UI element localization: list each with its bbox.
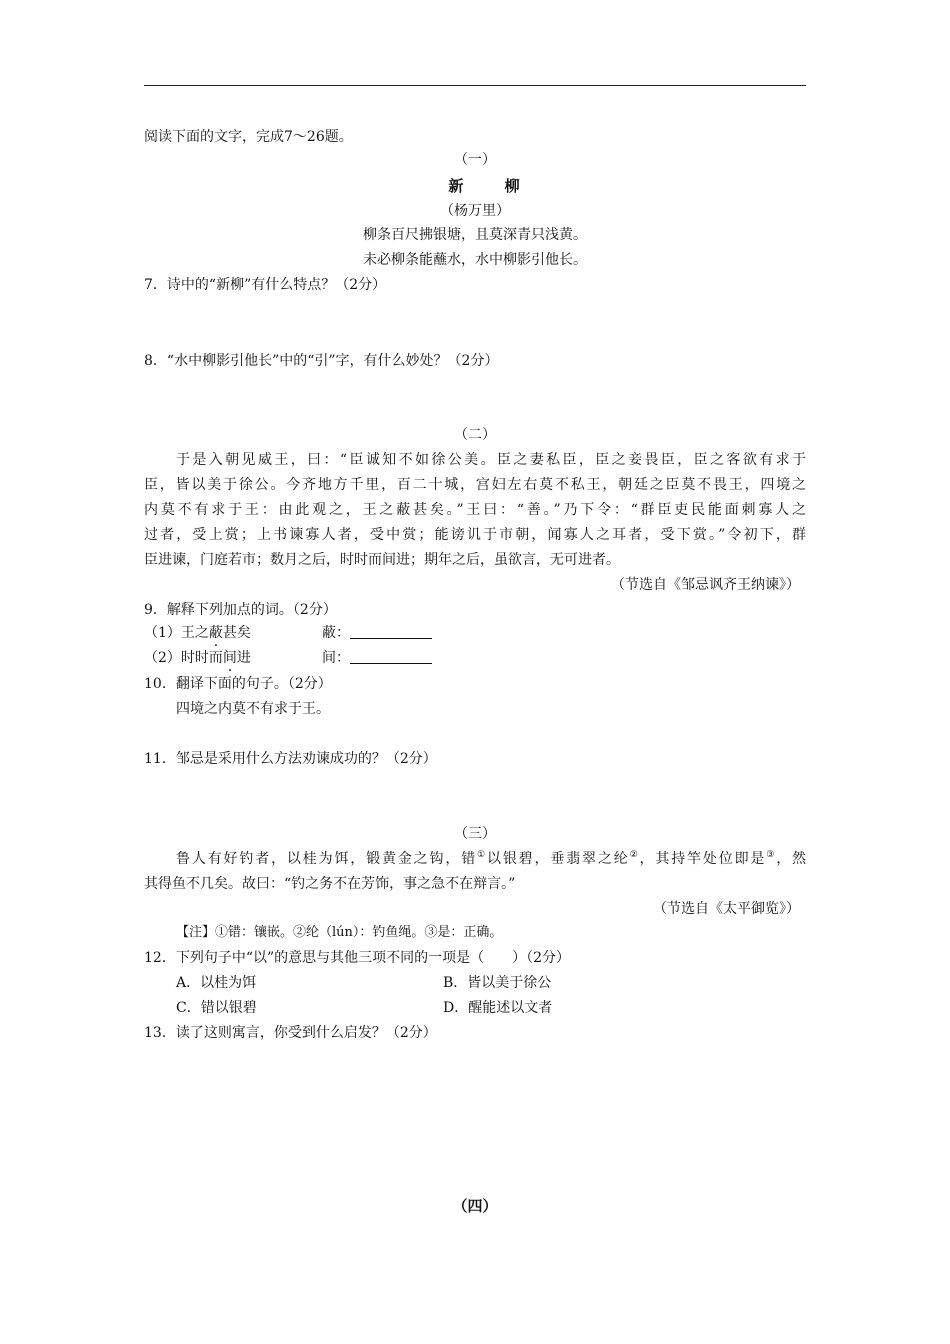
passage-2-line-2: 臣，皆以美于徐公。今齐地方千里，百二十城，宫妇左右莫不私王，朝廷之臣莫不畏王，四境之 xyxy=(144,477,806,493)
q9-1-key: 蔽： xyxy=(322,625,350,641)
section-2-label: （二） xyxy=(454,427,496,443)
passage-3-part-c: ，其持竿处位即是 xyxy=(639,851,767,867)
question-10-sentence: 四境之内莫不有求于王。 xyxy=(176,701,330,717)
header-rule xyxy=(144,85,806,86)
q9-2-answer-blank[interactable] xyxy=(350,649,432,664)
section-4-label: （四） xyxy=(452,1197,498,1215)
q9-1-pre: （1）王之 xyxy=(144,625,209,641)
passage-3-note: 【注】①错：镶嵌。②纶（lún）：钓鱼绳。③是：正确。 xyxy=(176,925,503,940)
question-9-item-2 xyxy=(144,648,251,668)
q9-2-pre: （2）时时而 xyxy=(144,650,223,666)
option-b[interactable]: B．皆以美于徐公 xyxy=(443,975,552,991)
note-mark-1: ① xyxy=(477,850,487,860)
q9-1-dotted-word: 蔽 xyxy=(208,625,223,641)
question-13: 13．读了这则寓言，你受到什么启发？（2分） xyxy=(144,1025,437,1041)
question-11: 11．邹忌是采用什么方法劝谏成功的？（2分） xyxy=(144,751,437,767)
passage-3-part-a: 鲁人有好钓者，以桂为饵，锻黄金之钩，错 xyxy=(176,851,478,867)
q9-2-key: 间： xyxy=(322,650,350,666)
passage-3-part-d: ，然 xyxy=(776,851,807,867)
passage-3-part-b: 以银碧，垂翡翠之纶 xyxy=(486,851,630,867)
option-d[interactable]: D．醒能述以文者 xyxy=(443,1000,553,1016)
section-3-label: （三） xyxy=(454,826,496,842)
question-7: 7．诗中的“新柳”有什么特点？（2分） xyxy=(144,277,387,293)
poem-title: 新 柳 xyxy=(448,177,538,195)
passage-2-source: （节选自《邹忌讽齐王纳谏》） xyxy=(611,577,800,593)
passage-3-line-1 xyxy=(176,849,806,869)
poem-author: （杨万里） xyxy=(440,203,510,219)
q9-1-answer-blank[interactable] xyxy=(350,624,432,639)
passage-2-line-3: 内莫不有求于王：由此观之，王之蔽甚矣。”王曰：“善。”乃下令：“群臣吏民能面刺寡人之 xyxy=(144,502,806,518)
option-c[interactable]: C．错以银碧 xyxy=(176,1000,257,1016)
q9-2-dotted-word: 间 xyxy=(222,650,237,666)
note-mark-2: ② xyxy=(629,850,640,860)
passage-2-line-5: 臣进谏，门庭若市；数月之后，时时而间进；期年之后，虽欲言，无可进者。 xyxy=(144,552,620,568)
option-a[interactable]: A．以桂为饵 xyxy=(176,975,257,991)
passage-2-line-4: 过者，受上赏；上书谏寡人者，受中赏；能谤讥于市朝，闻寡人之耳者，受下赏。”令初下，群 xyxy=(144,527,806,543)
q9-2-post: 进 xyxy=(236,650,251,666)
poem-line-1: 柳条百尺拂银塘，且莫深青只浅黄。 xyxy=(363,227,587,243)
intro-text: 阅读下面的文字，完成7～26题。 xyxy=(144,129,353,145)
note-mark-3: ③ xyxy=(766,850,777,860)
passage-2-line-1: 于是入朝见威王，曰：“臣诚知不如徐公美。臣之妻私臣，臣之妾畏臣，臣之客欲有求于 xyxy=(176,452,806,468)
section-1-label: （一） xyxy=(454,152,496,168)
q9-1-post: 甚矣 xyxy=(222,625,251,641)
question-12: 12．下列句子中“以”的意思与其他三项不同的一项是（ ）（2分） xyxy=(144,950,571,966)
question-9: 9．解释下列加点的词。（2分） xyxy=(144,602,337,618)
question-10: 10．翻译下面的句子。（2分） xyxy=(144,676,332,692)
passage-3-line-2: 其得鱼不几矣。故曰：“钓之务不在芳饰，事之急不在辩言。” xyxy=(144,876,516,892)
question-9-item-1 xyxy=(144,623,251,643)
poem-line-2: 未必柳条能蘸水，水中柳影引他长。 xyxy=(363,252,587,268)
q9-2-answer xyxy=(322,648,432,668)
passage-3-source: （节选自《太平御览》） xyxy=(653,901,800,917)
q9-1-answer xyxy=(322,623,432,643)
question-8: 8．“水中柳影引他长”中的“引”字，有什么妙处？（2分） xyxy=(144,353,499,369)
